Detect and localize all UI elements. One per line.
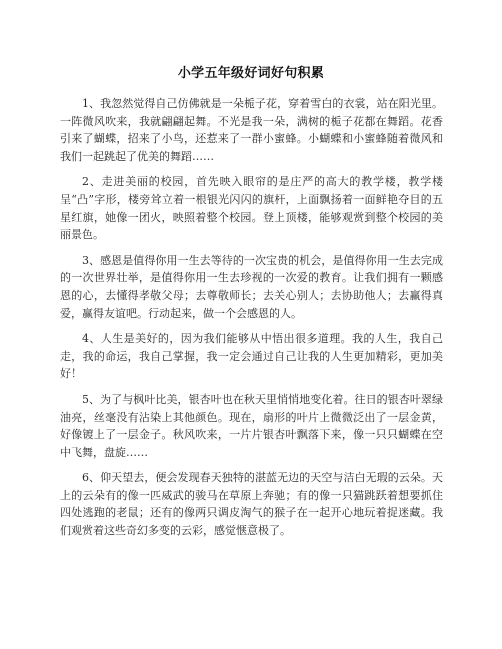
paragraph-3: 3、感恩是值得你用一生去等待的一次宝贵的机会，是值得你用一生去完成的一次世界壮举，是值得你用一生去珍视的一次爱的教育。让我们拥有一颗感恩的心，去懂得孝敬父母；去尊敬师长；去关心别人；去协助他人；去赢得真爱，赢得友谊吧。行动起来，做一个会感恩的人。 xyxy=(60,253,443,320)
paragraph-4: 4、人生是美好的，因为我们能够从中悟出很多道理。我的人生，我自己走，我的命运，我自己掌握，我一定会通过自己让我的人生更加精彩，更加美好！ xyxy=(60,332,443,381)
paragraph-6: 6、仰天望去，便会发现春天独特的湛蓝无边的天空与洁白无瑕的云朵。天上的云朵有的像一匹威武的骏马在草原上奔驰；有的像一只猫跳跃着想要抓住四处逃跑的老鼠；还有的像两只调皮淘气的猴子在一起开心地玩着捉迷藏。我们观赏着这些奇幻多变的云彩，感觉惬意极了。 xyxy=(60,471,443,538)
paragraph-5: 5、为了与枫叶比美，银杏叶也在秋天里悄悄地变化着。往日的银杏叶翠绿油亮，丝毫没有沾染上其他颜色。现在，扇形的叶片上微微泛出了一层金黄，好像镀上了一层金子。秋风吹来，一片片银杏叶飘落下来，像一只只蝴蝶在空中飞舞，盘旋…… xyxy=(60,392,443,459)
document-title: 小学五年级好词好句积累 xyxy=(177,66,325,81)
paragraph-2: 2、走进美丽的校园，首先映入眼帘的是庄严的高大的教学楼，教学楼呈“凸”字形，楼旁耸立着一根银光闪闪的旗杆，上面飘扬着一面鲜艳夺目的五星红旗，她像一团火，映照着整个校园。登上顶楼，能够观赏到整个校园的美丽景色。 xyxy=(60,175,443,242)
paragraph-1: 1、我忽然觉得自己仿佛就是一朵栀子花，穿着雪白的衣裳，站在阳光里。一阵微风吹来，我就翩翩起舞。不光是我一朵，满树的栀子花都在舞蹈。花香引来了蝴蝶，招来了小鸟，还惹来了一群小蜜蜂。小蝴蝶和小蜜蜂随着微风和我们一起跳起了优美的舞蹈…… xyxy=(60,97,443,163)
document-body xyxy=(60,95,443,548)
